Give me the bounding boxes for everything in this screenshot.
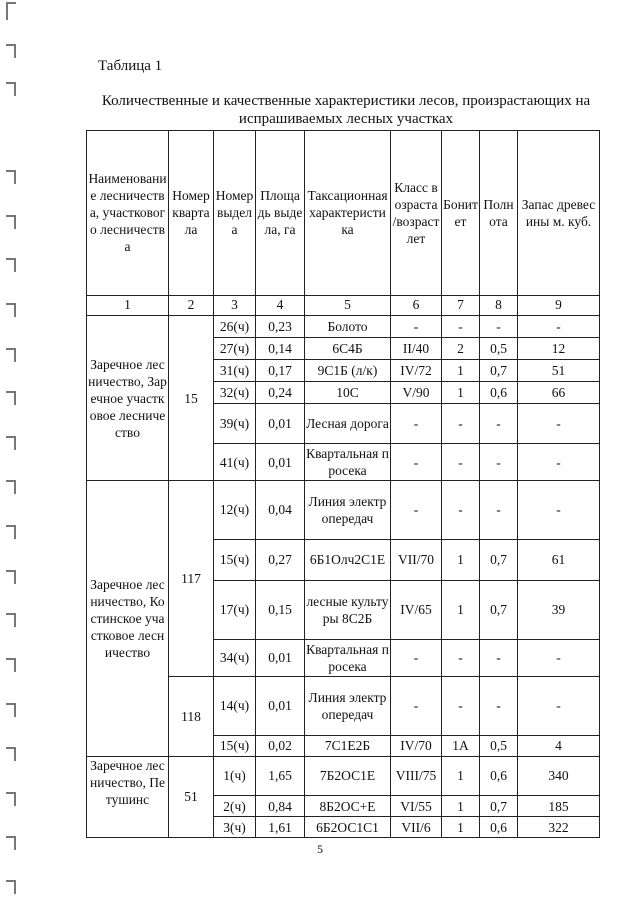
table-cell: -	[480, 640, 518, 676]
corner-mark	[6, 2, 16, 20]
table-cell: 0,14	[256, 338, 305, 360]
table-cell: 1	[442, 756, 480, 796]
binding-mark	[6, 880, 16, 894]
table-cell: 1	[442, 360, 480, 382]
table-cell: 340	[518, 756, 600, 796]
forestry-name-cell: Заречное лесничество, Петушинс	[87, 756, 169, 837]
binding-mark	[6, 170, 16, 184]
table-row	[87, 316, 600, 338]
table-cell: -	[442, 444, 480, 480]
binding-mark	[6, 258, 16, 272]
table-cell: 12	[518, 338, 600, 360]
table-cell: 0,7	[480, 540, 518, 581]
table-cell: 0,6	[480, 817, 518, 838]
binding-mark	[6, 44, 16, 58]
table-cell: 1	[442, 580, 480, 639]
table-cell: 14(ч)	[214, 676, 256, 735]
table-cell: 51	[518, 360, 600, 382]
column-number-row	[87, 295, 600, 316]
header-cell: Номер выдела	[214, 131, 256, 296]
quarter-number-cell: 118	[169, 676, 214, 756]
table-cell: -	[518, 316, 600, 338]
binding-mark	[6, 303, 16, 317]
table-cell: 41(ч)	[214, 444, 256, 480]
table-cell: 7Б2ОС1Е	[305, 756, 391, 796]
table-caption: Количественные и качественные характеристики лесов, произрастающих на испрашиваемых лесных участках	[101, 93, 591, 127]
table-cell: 1	[442, 817, 480, 838]
table-cell: 32(ч)	[214, 381, 256, 403]
column-number: 8	[480, 295, 518, 316]
binding-mark	[6, 480, 16, 494]
table-cell: -	[480, 444, 518, 480]
table-cell: 0,01	[256, 444, 305, 480]
table-cell: 27(ч)	[214, 338, 256, 360]
table-cell: VIII/75	[391, 756, 442, 796]
table-cell: 0,24	[256, 381, 305, 403]
table-cell: 3(ч)	[214, 817, 256, 838]
binding-mark	[6, 391, 16, 405]
table-cell: -	[391, 480, 442, 539]
binding-hole-marks	[6, 0, 20, 905]
table-cell: VII/70	[391, 540, 442, 581]
table-cell: -	[518, 676, 600, 735]
table-cell: Линия электропередач	[305, 480, 391, 539]
binding-mark	[6, 436, 16, 450]
table-cell: -	[391, 403, 442, 444]
binding-mark	[6, 348, 16, 362]
table-cell: 0,6	[480, 381, 518, 403]
table-cell: IV/65	[391, 580, 442, 639]
table-cell: VI/55	[391, 796, 442, 817]
table-cell: 39	[518, 580, 600, 639]
table-cell: 0,23	[256, 316, 305, 338]
table-row	[87, 480, 600, 539]
column-number: 1	[87, 295, 169, 316]
table-cell: 0,7	[480, 360, 518, 382]
table-cell: 1	[442, 381, 480, 403]
quarter-number-cell: 15	[169, 316, 214, 480]
table-cell: -	[518, 444, 600, 480]
table-cell: -	[480, 480, 518, 539]
table-cell: -	[442, 403, 480, 444]
table-cell: Линия электропередач	[305, 676, 391, 735]
table-row	[87, 756, 600, 796]
table-cell: -	[480, 316, 518, 338]
page-number: 5	[317, 842, 323, 856]
table-cell: 7С1Е2Б	[305, 735, 391, 756]
binding-mark	[6, 613, 16, 627]
table-cell: Болото	[305, 316, 391, 338]
binding-mark	[6, 215, 16, 229]
table-cell: Лесная дорога	[305, 403, 391, 444]
table-cell: 1,61	[256, 817, 305, 838]
binding-mark	[6, 82, 16, 96]
column-number: 3	[214, 295, 256, 316]
header-cell: Запас древесины м. куб.	[518, 131, 600, 296]
table-cell: -	[391, 316, 442, 338]
table-cell: 31(ч)	[214, 360, 256, 382]
table-cell: 322	[518, 817, 600, 838]
binding-mark	[6, 658, 16, 672]
table-cell: 6Б1Олч2С1Е	[305, 540, 391, 581]
table-cell: -	[518, 480, 600, 539]
table-cell: 26(ч)	[214, 316, 256, 338]
table-cell: -	[442, 316, 480, 338]
quarter-number-cell: 51	[169, 756, 214, 837]
table-cell: 15(ч)	[214, 735, 256, 756]
forestry-name-cell: Заречное лесничество, Костинское участковое лесничество	[87, 480, 169, 756]
table-cell: -	[442, 480, 480, 539]
header-cell: Таксационная характеристика	[305, 131, 391, 296]
table-cell: 185	[518, 796, 600, 817]
column-number: 7	[442, 295, 480, 316]
table-cell: 39(ч)	[214, 403, 256, 444]
table-cell: 1	[442, 540, 480, 581]
binding-mark	[6, 525, 16, 539]
table-cell: -	[442, 676, 480, 735]
table-cell: 6Б2ОС1С1	[305, 817, 391, 838]
table-cell: 0,01	[256, 640, 305, 676]
table-cell: 1	[442, 796, 480, 817]
table-cell: 8Б2ОС+Е	[305, 796, 391, 817]
column-number: 9	[518, 295, 600, 316]
table-cell: 15(ч)	[214, 540, 256, 581]
column-number: 5	[305, 295, 391, 316]
table-cell: 9С1Б (л/к)	[305, 360, 391, 382]
table-cell: 0,6	[480, 756, 518, 796]
table-cell: -	[518, 640, 600, 676]
table-cell: IV/70	[391, 735, 442, 756]
header-cell: Класс возраста /возраст лет	[391, 131, 442, 296]
table-cell: 1,65	[256, 756, 305, 796]
table-cell: -	[391, 676, 442, 735]
table-cell: 0,01	[256, 403, 305, 444]
table-cell: 34(ч)	[214, 640, 256, 676]
column-number: 6	[391, 295, 442, 316]
table-cell: 6С4Б	[305, 338, 391, 360]
header-row	[87, 131, 600, 296]
table-cell: 0,17	[256, 360, 305, 382]
table-cell: -	[391, 444, 442, 480]
header-cell: Площадь выдела, га	[256, 131, 305, 296]
table-cell: II/40	[391, 338, 442, 360]
table-cell: -	[518, 403, 600, 444]
forestry-name-cell: Заречное лесничество, Заречное участковое лесничество	[87, 316, 169, 480]
header-cell: Полнота	[480, 131, 518, 296]
quarter-number-cell: 117	[169, 480, 214, 676]
table-cell: -	[480, 403, 518, 444]
table-cell: 66	[518, 381, 600, 403]
table-cell: Квартальная просека	[305, 640, 391, 676]
table-cell: VII/6	[391, 817, 442, 838]
table-cell: IV/72	[391, 360, 442, 382]
forest-characteristics-table	[86, 130, 600, 838]
binding-mark	[6, 792, 16, 806]
table-cell: лесные культуры 8С2Б	[305, 580, 391, 639]
table-cell: 0,7	[480, 796, 518, 817]
column-number: 2	[169, 295, 214, 316]
table-cell: 0,27	[256, 540, 305, 581]
table-cell: 2(ч)	[214, 796, 256, 817]
table-cell: 0,01	[256, 676, 305, 735]
binding-mark	[6, 747, 16, 761]
header-cell: Номер квартала	[169, 131, 214, 296]
header-cell: Бонитет	[442, 131, 480, 296]
table-cell: 4	[518, 735, 600, 756]
table-cell: 2	[442, 338, 480, 360]
header-cell: Наименование лесничества, участкового лесничества	[87, 131, 169, 296]
column-number: 4	[256, 295, 305, 316]
table-cell: 0,7	[480, 580, 518, 639]
table-cell: Квартальная просека	[305, 444, 391, 480]
table-cell: 0,04	[256, 480, 305, 539]
table-label: Таблица 1	[98, 58, 163, 74]
table-cell: 0,84	[256, 796, 305, 817]
table-cell: 0,15	[256, 580, 305, 639]
binding-mark	[6, 570, 16, 584]
binding-mark	[6, 703, 16, 717]
table-cell: 10С	[305, 381, 391, 403]
table-cell: 0,5	[480, 735, 518, 756]
table-cell: V/90	[391, 381, 442, 403]
table-cell: 1А	[442, 735, 480, 756]
table-cell: -	[391, 640, 442, 676]
table-cell: -	[480, 676, 518, 735]
table-cell: 12(ч)	[214, 480, 256, 539]
table-cell: 61	[518, 540, 600, 581]
table-cell: 1(ч)	[214, 756, 256, 796]
table-cell: 17(ч)	[214, 580, 256, 639]
table-cell: 0,02	[256, 735, 305, 756]
table-cell: -	[442, 640, 480, 676]
table-cell: 0,5	[480, 338, 518, 360]
